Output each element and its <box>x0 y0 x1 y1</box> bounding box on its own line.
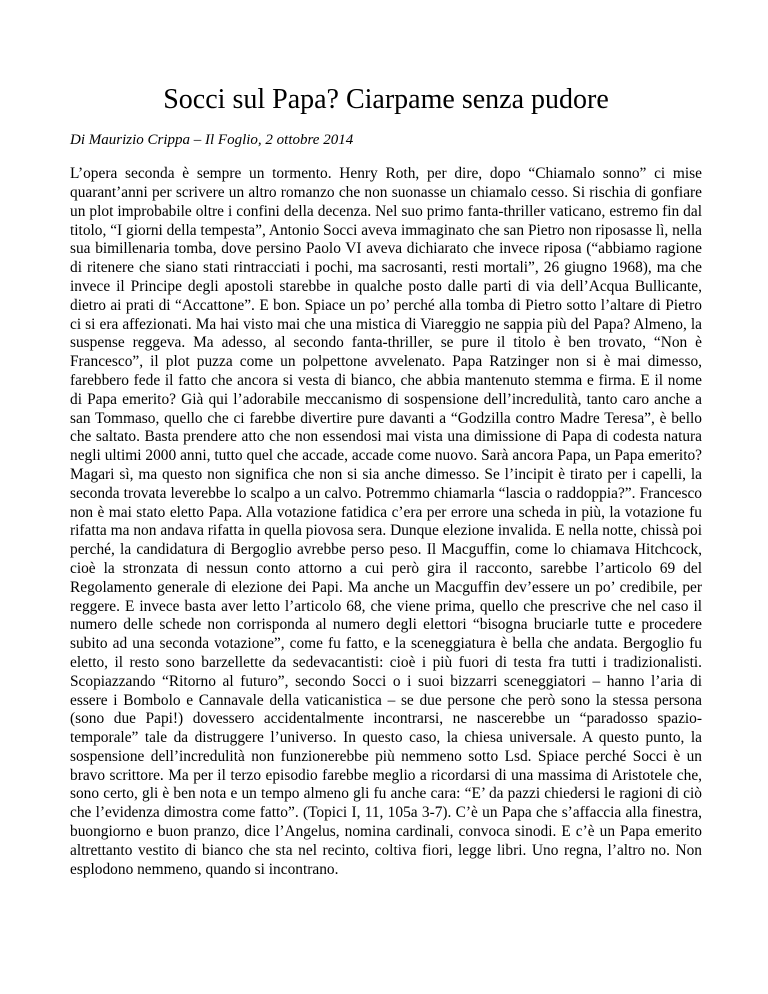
article-body: L’opera seconda è sempre un tormento. Henry Roth, per dire, dopo “Chiamalo sonno” ci mise quarant’anni per scrivere un altro romanzo che non suonasse un chiamalo cesso. Si rischia di gonfiare un plot improbabile oltre i confini della decenza. Nel suo primo fanta-thriller vaticano, estremo fin dal titolo, “I giorni della tempesta”, Antonio Socci aveva immaginato che san Pietro non riposasse lì, nella sua bimillenaria tomba, dove persino Paolo VI aveva dichiarato che invece riposa (“abbiamo ragione di ritenere che siano stati rintracciati i pochi, ma sacrosanti, resti mortali”, 26 giugno 1968), ma che invece il Principe degli apostoli starebbe in qualche posto dalle parti di via dell’Acqua Bullicante, dietro ai prati di “Accattone”. E bon. Spiace un po’ perché alla tomba di Pietro sotto l’altare di Pietro ci si era affezionati. Ma hai visto mai che una mistica di Viareggio ne sappia più del Papa? Almeno, la suspense reggeva. Ma adesso, al secondo fanta-thriller, se pure il titolo è ben trovato, “Non è Francesco”, il plot puzza come un polpettone avvelenato. Papa Ratzinger non si è mai dimesso, farebbero fede il fatto che ancora si vesta di bianco, che abbia mantenuto stemma e firma. E il nome di Papa emerito? Già qui l’adorabile meccanismo di sospensione dell’incredulità, tanto caro anche a san Tommaso, quello che ci farebbe divertire pure davanti a “Godzilla contro Madre Teresa”, è bello che saltato. Basta prendere atto che non essendosi mai vista una dimissione di Papa di codesta natura negli ultimi 2000 anni, tutto quel che accade, accade come nuovo. Sarà ancora Papa, un Papa emerito? Magari sì, ma questo non significa che non si sia anche dimesso. Se l’incipit è tirato per i capelli, la seconda trovata leverebbe lo scalpo a un calvo. Potremmo chiamarla “lascia o raddoppia?”. Francesco non è mai stato eletto Papa. Alla votazione fatidica c’era per errore una scheda in più, la votazione fu rifatta ma non andava rifatta in quella piovosa sera. Dunque elezione invalida. E nella notte, chissà poi perché, la candidatura di Bergoglio avrebbe perso peso. Il Macguffin, come lo chiamava Hitchcock, cioè la stronzata di nessun conto attorno a cui però gira il racconto, sarebbe l’articolo 69 del Regolamento generale di elezione dei Papi. Ma anche un Macguffin dev’essere un po’ credibile, per reggere. E invece basta aver letto l’articolo 68, che viene prima, quello che prescrive che nel caso il numero delle schede non corrisponda al numero degli elettori “bisogna bruciarle tutte e procedere subito ad una seconda votazione”, come fu fatto, e la sceneggiatura è bella che andata. Bergoglio fu eletto, il resto sono barzellette da sedevacantisti: cioè i più fuori di testa fra tutti i tradizionalisti. Scopiazzando “Ritorno al futuro”, secondo Socci o i suoi bizzarri sceneggiatori – hanno l’aria di essere i Bombolo e Cannavale della vaticanistica – se due persone che però sono la stessa persona (sono due Papi!) dovessero accidentalmente incontrarsi, ne nascerebbe un “paradosso spazio-temporale” tale da distruggere l’universo. In questo caso, la chiesa universale. A questo punto, la sospensione dell’incredulità non funzionerebbe più nemmeno sotto Lsd. Spiace perché Socci è un bravo scrittore. Ma per il terzo episodio farebbe meglio a ricordarsi di una massima di Aristotele che, sono certo, gli è ben nota e un tempo almeno gli fu anche cara: “E’ da pazzi chiedersi le ragioni di ciò che l’evidenza dimostra come fatto”. (Topici I, 11, 105a 3-7). C’è un Papa che s’affaccia alla finestra, buongiorno e buon pranzo, dice l’Angelus, nomina cardinali, convoca sinodi. E c’è un Papa emerito altrettanto vestito di bianco che sta nel recinto, coltiva fiori, legge libri. Uno regna, l’altro no. Non esplodono nemmeno, quando si incontrano. <box>70 165 702 878</box>
article-title: Socci sul Papa? Ciarpame senza pudore <box>163 84 609 115</box>
article-byline: Di Maurizio Crippa – Il Foglio, 2 ottobre 2014 <box>70 132 354 149</box>
